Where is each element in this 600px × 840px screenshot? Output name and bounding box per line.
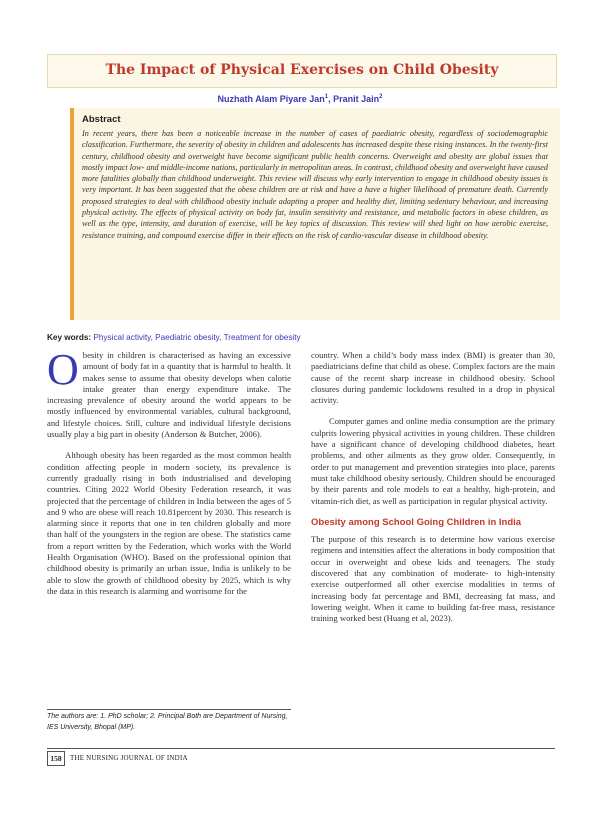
paragraph-1 [47,345,291,440]
paragraph-1-text: besity in children is characterised as having an excessive amount of body fat in a quantity that is harmful to health. It makes sense to assume that obesity develops when calorie intake greater than energy expenditure intake. The increasing prevalence of obesity around the world appears to be mostly influenced by environmental variables, cultural background, and lifestyle choices. Still, culture and individual lifestyle decisions usually play a big part in obesity (Anderson & Butcher, 2006). [47,350,291,440]
dropcap: O [47,345,79,394]
author-2: Pranit Jain [333,94,380,104]
author-1-affiliation: 1 [324,94,329,100]
article-title: The Impact of Physical Exercises on Child Obesity [105,62,499,78]
keywords-value: Physical activity, Paediatric obesity, Treatment for obesity [93,333,301,342]
author-separator: , [328,94,334,104]
footer-rule [47,748,555,749]
section-heading: Obesity among School Going Children in India [311,516,522,528]
author-line [0,94,600,104]
paragraph-5: The purpose of this research is to determine how various exercise regimens and intensities affect the alterations in body composition that occur in overweight and obese kids and teenagers. The study discovered that any combination of moderate- to high-intensity exercise outperformed all other exercise modalities in terms of increasing body fat percentage and BMI, decreasing fat mass, and lowering weight. When it came to building fat-free mass, resistance training worked best (Huang et al, 2023). [311,534,555,624]
abstract-heading: Abstract [82,114,121,125]
keywords-label: Key words: [47,333,92,342]
author-1: Nuzhath Alam Piyare Jan [217,94,325,104]
paragraph-3: country. When a child’s body mass index (BMI) is greater than 30, paediatricians define that child as obese. Complex factors are the main cause of the recent sharp increase in childhood obesity. School closures during pandemic lockdowns resulted in a drop in physical activity. [311,350,555,406]
left-column [47,345,291,607]
abstract-text: In recent years, there has been a noticeable increase in the number of cases of paediatric obesity, regardless of sociodemographic classification. Furthermore, the severity of obesity in children and adolescents has increased despite these rising instances. In the twenty-first century, childhood obesity and overweight have become significant public health concerns. Overweight and obesity are global issues that mostly impact low- and middle-income nations, particularly in metropolitan areas. In contrast, childhood obesity and overweight have caused more fatalities globally than childhood underweight. This review will discuss why early intervention to engage in childhood obesity issues is very important. It has been suggested that the obese children are at risk and have a have a higher likelihood of premature death. Currently proposed strategies to deal with childhood obesity include adapting a proper and healthy diet, limiting sedentary behaviour, and increasing physical activity. The effects of physical activity on body fat, insulin sensitivity and resistance, and metabolic factors in obese children, as well as the type, intensity, and duration of exercise, will be key topics of discussion. This review will shed light on how aerobic exercise, resistance training, and compound exercise differ in their effects on the risk of cardio-vascular disease in childhood obesity. [82,129,549,240]
author-2-affiliation: 2 [379,94,383,100]
paragraph-2: Although obesity has been regarded as the most common health condition affecting people in modern society, its prevalence is currently gradually rising in both industrialised and developing countries. Citing 2022 World Obesity Federation research, it was projected that the percentage of children in India between the ages of 5 and 9 who are obese will reach 10.81percent by 2030. This research is alarming since it reports that one in ten children globally and more than half of the youngsters in the region are obese. The statistics came from a report written by the Federation, which works with the World Health Organisation (WHO). Based on the professional opinion that childhood obesity is primarily an urban issue, India is unlikely to be able to slow the growth of childhood obesity by 2025, which is why the data in this research is alarming and worrisome for the [47,450,291,596]
right-column [311,350,555,635]
footnote: The authors are: 1. PhD scholar; 2. Principal Both are Department of Nursing, IES University, Bhopal (MP). [47,713,288,731]
page-number: 158 [47,751,65,766]
journal-name: THE NURSING JOURNAL OF INDIA [70,754,188,762]
title-banner [47,54,557,88]
keywords [47,333,301,342]
footnote-rule [47,709,291,710]
paragraph-4: Computer games and online media consumption are the primary culprits lowering physical activities in young children. These children have a significant chance of developing childhood diabetes, heart problems, and other ailments as they grow older. Consequently, in order to put management and prevention strategies into place, parents must take childhood obesity seriously. Children should be encouraged by their parents and role models to eat a healthy, high-protein, and vitamin-rich diet, as well as participation in regular physical activity. [311,416,555,506]
